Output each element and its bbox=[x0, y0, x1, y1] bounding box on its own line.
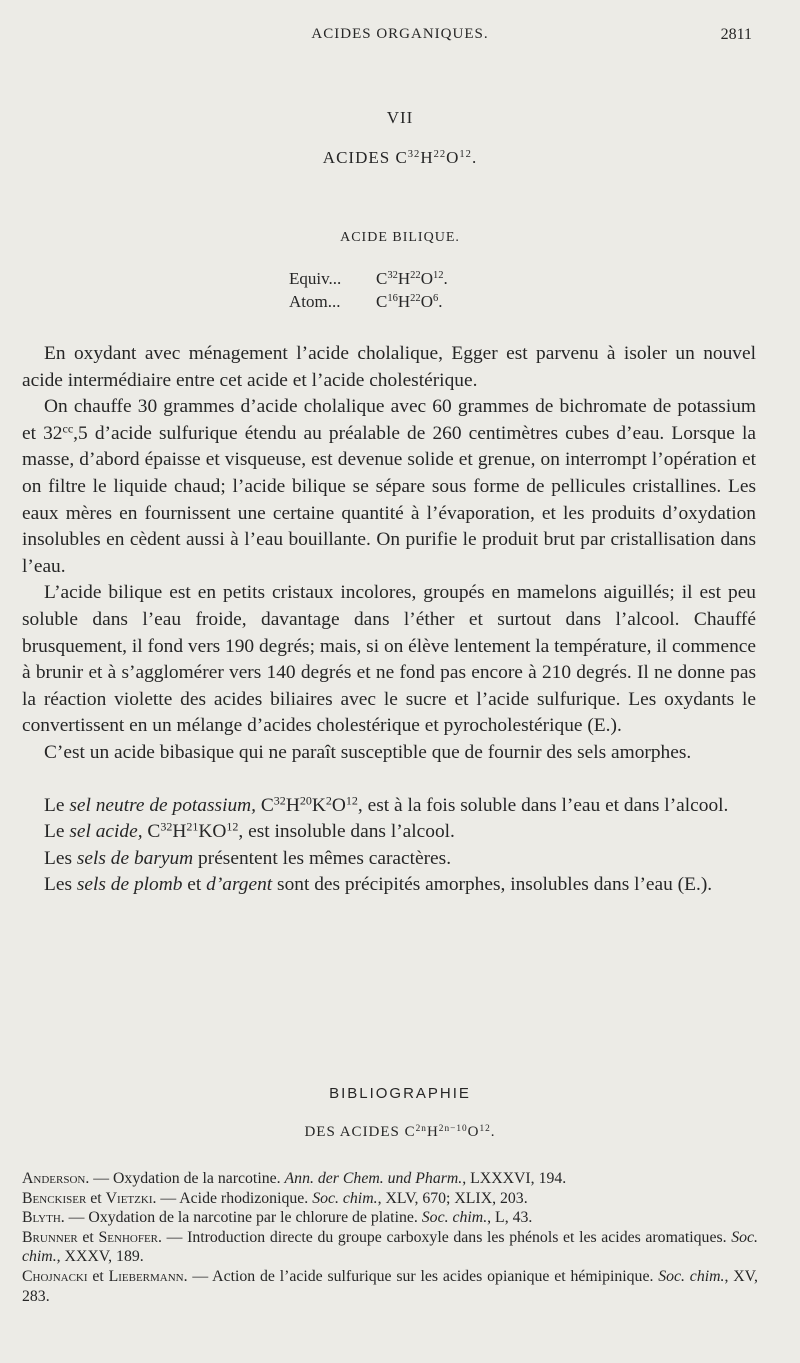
reference-citation: , XXXV, 189. bbox=[56, 1248, 144, 1266]
formula-subscript: 2n−10 bbox=[438, 1123, 468, 1134]
formula-subscript: 22 bbox=[410, 293, 421, 305]
reference-entry bbox=[22, 1267, 758, 1306]
formula-subscript: 6 bbox=[432, 293, 439, 305]
paragraph-text: Le bbox=[44, 821, 70, 843]
paragraph bbox=[22, 872, 756, 899]
reference-text: — Acide rhodizonique. bbox=[156, 1189, 313, 1207]
reference-citation: , LXXXVI, 194. bbox=[462, 1170, 567, 1187]
acid-name: ACIDE BILIQUE. bbox=[340, 230, 460, 245]
formula-subscript: 32 bbox=[387, 270, 398, 282]
reference-source: Soc. chim. bbox=[658, 1267, 725, 1285]
formula-subscript: 12 bbox=[432, 270, 444, 282]
paragraph-text: et bbox=[182, 874, 207, 896]
reference-source: Ann. der Chem. und Pharm. bbox=[284, 1170, 463, 1187]
formula-element: H bbox=[426, 1124, 439, 1140]
reference-text: — Action de l’acide sulfurique sur les acides opianique et hémipinique. bbox=[187, 1267, 659, 1285]
italic-term: sels de baryum bbox=[76, 847, 194, 869]
reference-list bbox=[22, 1169, 758, 1306]
page-header bbox=[0, 24, 800, 48]
paragraph bbox=[22, 394, 756, 580]
formula-element: O bbox=[467, 1124, 480, 1140]
italic-term: sels de plomb bbox=[76, 874, 183, 896]
formula-element: H bbox=[285, 794, 300, 816]
reference-citation: , L, 43. bbox=[487, 1209, 533, 1227]
paragraph-text: , est à la fois soluble dans l’eau et dans l’alcool. bbox=[357, 794, 729, 816]
reference-author: Liebermann. bbox=[108, 1267, 188, 1285]
reference-entry bbox=[22, 1189, 758, 1209]
reference-author: Benckiser bbox=[22, 1189, 87, 1207]
paragraph-text: On chauffe 30 grammes d’acide cholalique avec 60 grammes de bichromate de potassium et 32 bbox=[22, 396, 756, 444]
bibliography-title: BIBLIOGRAPHIE bbox=[329, 1085, 471, 1102]
reference-text: et bbox=[77, 1228, 99, 1246]
reference-entry bbox=[22, 1208, 758, 1228]
formula-row-atom bbox=[289, 290, 448, 313]
paragraph: L’acide bilique est en petits cristaux incolores, groupés en mamelons aiguillés; il est peu soluble dans l’eau froide, davantage dans l’éther et surtout dans l’alcool. Chauffé brusquement, il fond vers 190 degrés; mais, si on élève lentement la température, il commence à brunir et à s’agglomérer vers 140 degrés et ne fond pas encore à 210 degrés. Il ne donne pas la réaction violette des acides biliaires avec le sucre et l’acide sulfurique. Les oxydants le convertissent en un mélange d’acides cholestérique et pyrocholestérique (E.). bbox=[22, 582, 756, 737]
reference-text: — Introduction directe du groupe carboxyle dans les phénols et les acides aromatiques. bbox=[161, 1228, 732, 1246]
formula-end: . bbox=[438, 292, 443, 311]
formula-subscript: 22 bbox=[433, 149, 447, 161]
formula-subscript: 21 bbox=[186, 819, 199, 834]
paragraph: En oxydant avec ménagement l’acide cholalique, Egger est parvenu à isoler un nouvel acide intermédiaire entre cet acide et l’acide cholestérique. bbox=[22, 343, 756, 391]
formula-subscript: 20 bbox=[299, 792, 312, 807]
paragraph-text: ,5 d’acide sulfurique étendu au préalable de 260 centimètres cubes d’eau. Lorsque la masse, d’abord épaisse et visqueuse, est devenue solide et grenue, on interrompt l’opération et on filtre le liquide chaud; l’acide bilique se sépare sous forme de pellicules cristallines. Les eaux mères en fournissent une certaine quantité à l’évaporation, et les produits d’oxydation insolubles en cèdent aussi à l’eau bouillante. On purifie le produit brut par cristallisation dans l’eau. bbox=[22, 422, 757, 577]
formula-end: . bbox=[471, 148, 478, 167]
reference-author: Anderson. bbox=[22, 1170, 90, 1187]
formula-subscript: 16 bbox=[387, 293, 398, 305]
formula-subscript: 12 bbox=[226, 819, 239, 834]
page-number: 2811 bbox=[720, 26, 752, 43]
reference-entry bbox=[22, 1169, 758, 1189]
paragraph-text: Les bbox=[44, 874, 77, 896]
formula-row-equiv bbox=[289, 267, 448, 290]
reference-author: Chojnacki bbox=[22, 1267, 88, 1285]
formula-subscript: 2 bbox=[325, 792, 332, 807]
formula-element: H bbox=[172, 821, 187, 843]
formula-label: Equiv... bbox=[289, 269, 342, 288]
section-title-text: ACIDES C bbox=[322, 148, 408, 167]
reference-author: Vietzki. bbox=[105, 1189, 157, 1207]
paragraph bbox=[22, 793, 756, 820]
paragraph-text: présentent les mêmes caractères. bbox=[193, 847, 452, 869]
reference-author: Blyth. bbox=[22, 1209, 65, 1227]
formula-element: C bbox=[256, 794, 274, 816]
reference-source: Soc. chim. bbox=[312, 1189, 378, 1207]
formula-subscript: 32 bbox=[407, 149, 421, 161]
formula: $C^{32}H^{22}O^{12}$. bbox=[376, 269, 448, 288]
formula: $C^{16}H^{22}O^6$. bbox=[376, 292, 443, 311]
body-text bbox=[22, 341, 756, 899]
formula-element: KO bbox=[198, 821, 227, 843]
reference-source: Soc. chim. bbox=[22, 1228, 758, 1266]
formula-subscript: 12 bbox=[479, 1123, 491, 1134]
reference-text: — Oxydation de la narcotine par le chlorure de platine. bbox=[64, 1209, 422, 1227]
formula-element: H bbox=[420, 148, 434, 167]
running-title: ACIDES ORGANIQUES. bbox=[311, 26, 489, 42]
formula-label: Atom... bbox=[289, 292, 341, 311]
paragraph bbox=[22, 846, 756, 873]
paragraph-text: Les bbox=[44, 847, 77, 869]
reference-text: et bbox=[86, 1189, 106, 1207]
reference-author: Senhofer. bbox=[98, 1228, 162, 1246]
reference-citation: , XLV, 670; XLIX, 203. bbox=[377, 1189, 528, 1207]
formula-subscript: 32 bbox=[160, 819, 173, 834]
reference-author: Brunner bbox=[22, 1228, 78, 1246]
reference-source: Soc. chim. bbox=[421, 1209, 488, 1227]
reference-text: — Oxydation de la narcotine. bbox=[89, 1170, 285, 1187]
italic-term: sel neutre de potassium, bbox=[69, 794, 257, 816]
formula-subscript: 2n bbox=[415, 1123, 427, 1134]
reference-text: et bbox=[87, 1267, 109, 1285]
formula-block bbox=[289, 267, 448, 313]
italic-term: d’argent bbox=[206, 874, 273, 896]
formula-end: . bbox=[490, 1124, 496, 1140]
section-number: VII bbox=[386, 108, 414, 127]
bibliography-subtitle bbox=[0, 1124, 800, 1141]
formula-subscript: 12 bbox=[459, 149, 472, 161]
formula-element: O bbox=[331, 794, 346, 816]
formula-subscript: 12 bbox=[345, 792, 358, 807]
paragraph-text: sont des précipités amorphes, insolubles dans l’eau (E.). bbox=[272, 874, 713, 896]
italic-term: sel acide, bbox=[69, 821, 143, 843]
unit-superscript: cc bbox=[62, 421, 74, 436]
reference-entry bbox=[22, 1228, 758, 1267]
formula-element: O bbox=[446, 148, 460, 167]
paragraph-text: , est insoluble dans l’alcool. bbox=[238, 821, 455, 843]
formula-element: K bbox=[311, 794, 326, 816]
paragraph-text: Le bbox=[44, 794, 70, 816]
subtitle-text: DES ACIDES C bbox=[304, 1124, 416, 1140]
formula-subscript: 32 bbox=[273, 792, 286, 807]
paragraph: C’est un acide bibasique qui ne paraît susceptible que de fournir des sels amorphes. bbox=[44, 741, 692, 763]
section-title bbox=[0, 148, 800, 168]
paragraph bbox=[22, 819, 756, 846]
formula-end: . bbox=[443, 269, 448, 288]
formula-subscript: 22 bbox=[410, 270, 421, 282]
reference-citation: , XV, 283. bbox=[22, 1267, 758, 1305]
formula-element: C bbox=[142, 821, 161, 843]
